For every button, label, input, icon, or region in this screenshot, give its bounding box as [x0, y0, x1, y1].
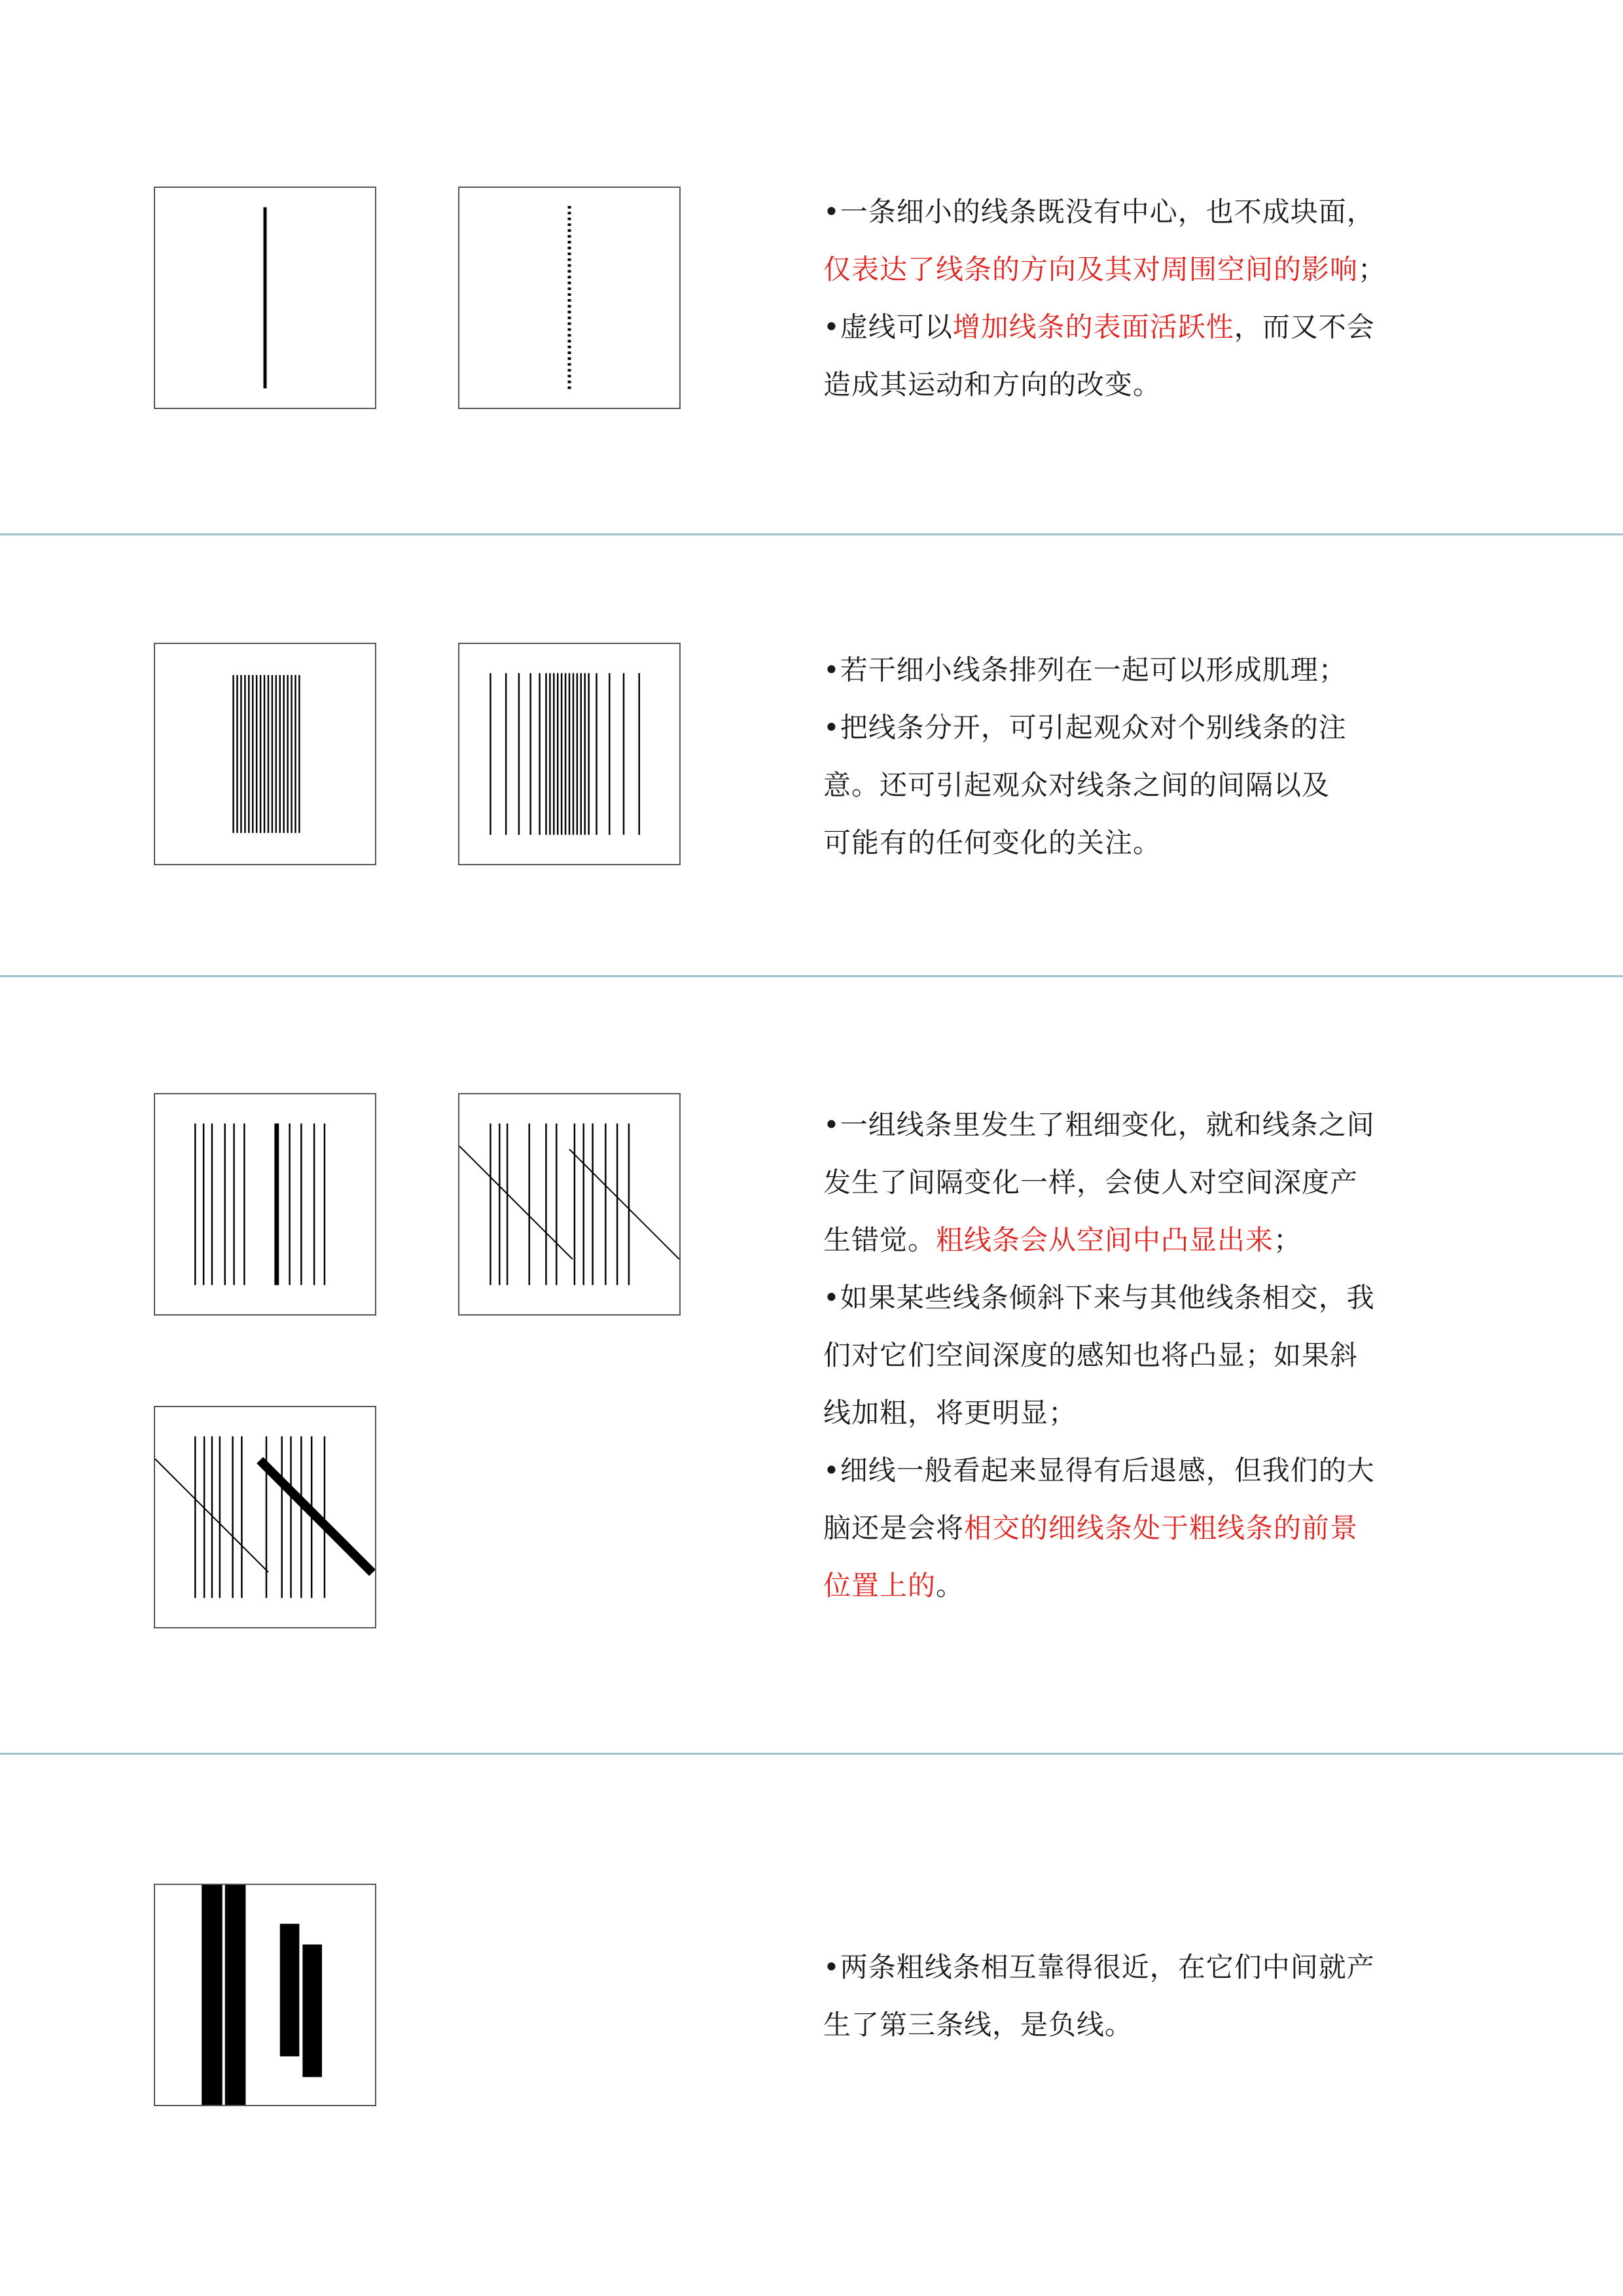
text-span: 发生了间隔变化一样，会使人对空间深度产: [823, 1166, 1359, 1198]
single-line-graphic: [155, 188, 375, 408]
text-line: [823, 1499, 1504, 1557]
section-divider: [0, 533, 1623, 535]
text-line: [823, 1269, 1504, 1327]
text-line: [823, 298, 1504, 356]
text-span: •虚线可以: [823, 311, 953, 343]
highlight-span: 相交的细线条处于粗线条的前景: [964, 1512, 1359, 1544]
text-line: [823, 1327, 1504, 1384]
figure-dense-lines: [154, 643, 376, 865]
figure-dotted-line: [458, 187, 681, 409]
section-divider: [0, 1753, 1623, 1755]
text-line: [823, 1154, 1504, 1211]
text-span: 脑还是会将: [823, 1512, 965, 1544]
section1-text: [823, 183, 1504, 414]
dotted-line-graphic: [459, 188, 679, 408]
spread-lines-graphic: [459, 644, 679, 864]
text-line: [823, 641, 1504, 699]
text-span: 可能有的任何变化的关注。: [823, 827, 1162, 859]
text-span: 。: [936, 1570, 965, 1602]
thick-thin-lines-graphic: [155, 1094, 375, 1314]
text-span: •把线条分开，可引起观众对个别线条的注: [823, 711, 1347, 744]
text-line: [823, 1557, 1504, 1615]
text-span: 意。还可引起观众对线条之间的间隔以及: [823, 769, 1330, 801]
text-line: [823, 814, 1504, 872]
text-span: 线加粗，将更明显；: [823, 1397, 1077, 1429]
slanted-thick-line-graphic: [155, 1407, 375, 1627]
text-line: [823, 241, 1504, 298]
figure-negative-line: [154, 1884, 376, 2106]
figure-single-line: [154, 187, 376, 409]
highlight-span: 位置上的: [823, 1570, 936, 1602]
text-span: •一条细小的线条既没有中心，也不成块面，: [823, 196, 1375, 228]
text-span: •两条粗线条相互靠得很近，在它们中间就产: [823, 1951, 1375, 1983]
section-divider: [0, 975, 1623, 977]
figure-spread-lines: [458, 643, 681, 865]
text-line: [823, 1996, 1504, 2054]
text-span: 们对它们空间深度的感知也将凸显；如果斜: [823, 1339, 1359, 1371]
figure-slanted-thin-lines: [458, 1093, 681, 1316]
text-span: •如果某些线条倾斜下来与其他线条相交，我: [823, 1282, 1375, 1314]
text-span: 生了第三条线，是负线。: [823, 2009, 1133, 2041]
text-span: •细线一般看起来显得有后退感，但我们的大: [823, 1454, 1375, 1486]
slanted-thin-lines-graphic: [459, 1094, 679, 1314]
section2-text: [823, 641, 1504, 872]
text-line: [823, 1939, 1504, 1996]
text-line: [823, 1096, 1504, 1154]
text-line: [823, 699, 1504, 757]
text-span: ；: [1358, 253, 1387, 285]
figure-slanted-thick-line: [154, 1406, 376, 1628]
text-line: [823, 356, 1504, 414]
text-span: ；: [1274, 1224, 1302, 1256]
negative-line-graphic: [155, 1885, 375, 2105]
section3-text: [823, 1096, 1504, 1615]
text-span: 生错觉。: [823, 1224, 936, 1256]
text-line: [823, 1442, 1504, 1499]
dense-lines-graphic: [155, 644, 375, 864]
highlight-span: 增加线条的表面活跃性: [952, 311, 1234, 343]
text-line: [823, 1384, 1504, 1442]
text-line: [823, 183, 1504, 241]
text-span: •一组线条里发生了粗细变化，就和线条之间: [823, 1109, 1375, 1141]
highlight-span: 粗线条会从空间中凸显出来: [936, 1224, 1274, 1256]
text-span: 造成其运动和方向的改变。: [823, 368, 1162, 401]
section4-text: [823, 1939, 1504, 2054]
text-line: [823, 757, 1504, 814]
text-line: [823, 1211, 1504, 1269]
figure-thick-thin-lines: [154, 1093, 376, 1316]
text-span: •若干细小线条排列在一起可以形成肌理；: [823, 654, 1347, 686]
highlight-span: 仅表达了线条的方向及其对周围空间的影响: [823, 253, 1359, 285]
text-span: ，而又不会: [1234, 311, 1375, 343]
